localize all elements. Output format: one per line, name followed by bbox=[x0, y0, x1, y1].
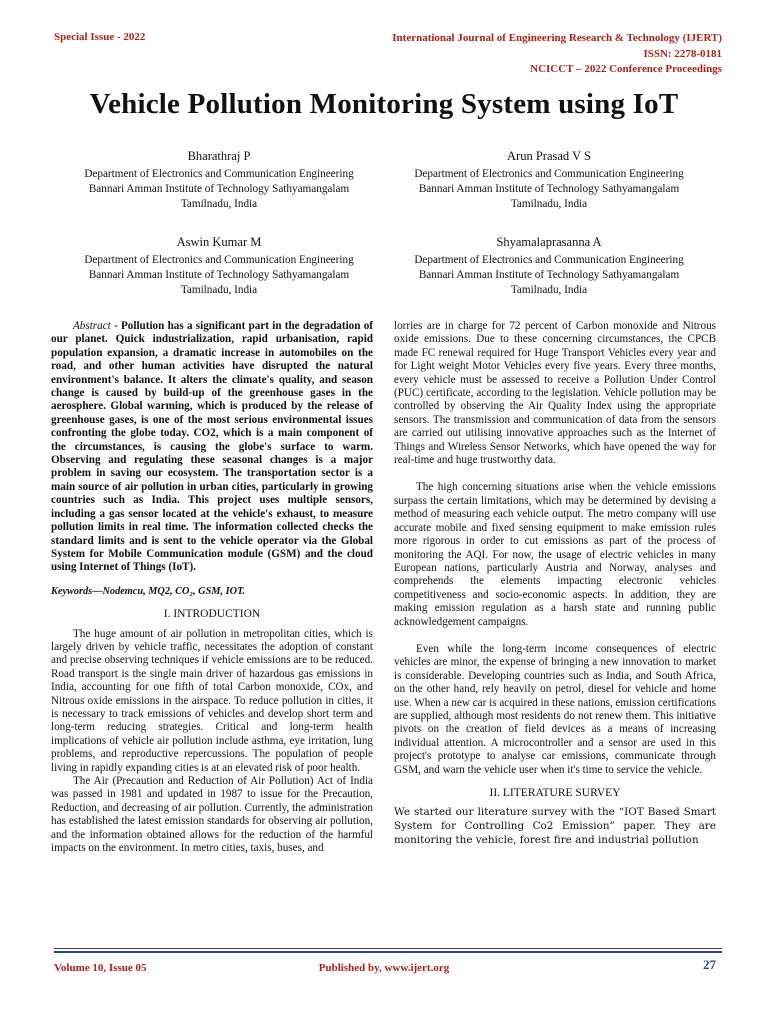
right-column bbox=[394, 320, 716, 847]
footer-rule bbox=[54, 951, 722, 953]
author-institution: Bannari Amman Institute of Technology Sathyamangalam bbox=[88, 183, 350, 195]
author-location: Tamilnadu, India bbox=[510, 284, 588, 296]
author-block bbox=[54, 149, 384, 212]
header-issn: ISSN: 2278-0181 bbox=[643, 47, 722, 60]
keywords: Keywords—Nodemcu, MQ2, CO₂, GSM, IOT. bbox=[51, 585, 246, 597]
author-location: Tamilnadu, India bbox=[510, 198, 588, 210]
author-institution: Bannari Amman Institute of Technology Sathyamangalam bbox=[418, 269, 680, 281]
intro-paragraph: The Air (Precaution and Reduction of Air Pollution) Act of India was passed in 1981 and updated in 1987 to issue for the Precaution, Reduction, and decreasing of air pollution. Currently, the administration has established the latest emission standards for observing air pollution, and the information obtained allows for the reduction of the harmful impacts on the environment. In metro cities, taxis, buses, and bbox=[51, 775, 373, 855]
footer-volume: Volume 10, Issue 05 bbox=[54, 962, 147, 974]
author-location: Tamilnadu, India bbox=[180, 198, 258, 210]
author-institution: Bannari Amman Institute of Technology Sathyamangalam bbox=[418, 183, 680, 195]
body-paragraph: The high concerning situations arise when the vehicle emissions surpass the certain limitations, which may be determined by devising a method of measuring each vehicle output. The metro company will use accurate mobile and fixed sensing equipment to make emission rules more rigorous in order to cut emissions as part of the process of monitoring the AQI. For now, the usage of electric vehicles in many European nations, particularly Austria and Norway, analyses and comprehends the elements impacting electronic vehicles competitiveness and socio-economic aspects. In addition, they are making emission regulation as a harsh state and running public acknowledgement campaigns. bbox=[394, 481, 716, 628]
footer-publisher-link[interactable]: Published by, www.ijert.org bbox=[318, 962, 450, 974]
author-dept: Department of Electronics and Communication Engineering bbox=[84, 254, 354, 266]
header-journal-name: International Journal of Engineering Research & Technology (IJERT) bbox=[392, 32, 722, 44]
author-dept: Department of Electronics and Communication Engineering bbox=[414, 168, 684, 180]
left-column bbox=[51, 320, 373, 855]
author-location: Tamilnadu, India bbox=[180, 284, 258, 296]
header-issue: Special Issue - 2022 bbox=[54, 31, 146, 43]
abstract-lead: Abstract bbox=[73, 320, 111, 332]
author-block bbox=[54, 235, 384, 298]
author-block bbox=[384, 235, 714, 298]
abstract bbox=[51, 320, 373, 575]
header-proceedings: NCICCT – 2022 Conference Proceedings bbox=[530, 63, 722, 75]
author-institution: Bannari Amman Institute of Technology Sathyamangalam bbox=[88, 269, 350, 281]
footer-rule bbox=[54, 948, 722, 949]
author-dept: Department of Electronics and Communication Engineering bbox=[84, 168, 354, 180]
author-block bbox=[384, 149, 714, 212]
author-name: Shyamalaprasanna A bbox=[496, 235, 602, 249]
intro-paragraph: The huge amount of air pollution in metropolitan cities, which is largely driven by vehicle traffic, necessitates the adoption of constant and precise observing techniques if vehicle emissions are to be reduced. Road transport is the single main driver of hazardous gas emissions in India, accounting for one fifth of total Carbon monoxide, COx, and Nitrous oxide emissions in the airspace. To reduce pollution in cities, it is necessary to track emissions of vehicles and develop short term and long-term reducing strategies. Critical and long-term health implications of vehicle air pollution include asthma, eye irritation, lung problems, and reproductive repercussions. The population of people living in rapidly expanding cities is at an elevated risk of poor health. bbox=[51, 627, 373, 774]
page-number: 27 bbox=[703, 957, 716, 972]
author-name: Arun Prasad V S bbox=[507, 149, 591, 163]
section-heading-literature-survey: II. LITERATURE SURVEY bbox=[489, 787, 621, 799]
abstract-body: - Pollution has a significant part in the degradation of our planet. Quick industrialization, rapid urbanisation, rapid population expansion, a dramatic increase in automobiles on the road, and other human activities have disrupted the natural environment's balance. It alters the climate's quality, and season change is caused by build-up of the greenhouse gases in the aerosphere. Global warming, which is produced by the release of greenhouse gases, is one of the most serious environmental issues confronting the globe today. CO2, which is a main component of the circumstances, is causing the globe's surface to warm. Observing and regulating these seasonal changes is a major problem in saving our ecosystem. The transportation sector is a main source of air pollution in urban cities, particularly in growing countries such as India. This project uses multiple sensors, including a gas sensor located at the vehicle's exhaust, to measure pollution limits in real time. The information collected checks the standard limits and is sent to the vehicle operator via the Global System for Mobile Communication module (GSM) and the cloud using Internet of Things (IoT). bbox=[51, 320, 373, 574]
literature-paragraph: We started our literature survey with the “IOT Based Smart System for Controlling Co2 Emission” paper. They are monitoring the vehicle, forest fire and industrial pollution bbox=[394, 806, 716, 846]
author-name: Aswin Kumar M bbox=[176, 235, 262, 249]
body-paragraph: lorries are in charge for 72 percent of Carbon monoxide and Nitrous oxide emissions. Due to these concerning circumstances, the CPCB made FC renewal required for Huge Transport Vehicles every year and for Light weight Motor Vehicles every five years. Every three months, every vehicle must be assessed to receive a Pollution Under Control (PUC) certificate, according to the legislation. Vehicle pollution may be controlled by observing the Air Quality Index using the appropriate sensors. The transmission and communication of data from the sensors are carried out utilising innovative approaches such as the Internet of Things and Wireless Sensor Networks, which have opened the way for real-time and huge trustworthy data. bbox=[394, 320, 716, 467]
body-paragraph: Even while the long-term income consequences of electric vehicles are minor, the expense of bringing a new innovation to market is considerable. Developing countries such as India, and South Africa, on the other hand, rely heavily on petrol, diesel for vehicle and home use. When a new car is acquired in these nations, emission certifications are supplied, although most residents do not renew them. This initiative pivots on the creation of field devices as a means of increasing individual attention. A microcontroller and a sensor are used in this project's prototype to analyse car emissions, communicate through GSM, and warn the vehicle user when it's time to service the vehicle. bbox=[394, 642, 716, 776]
author-dept: Department of Electronics and Communication Engineering bbox=[414, 254, 684, 266]
section-heading-introduction: I. INTRODUCTION bbox=[163, 608, 261, 621]
paper-title: Vehicle Pollution Monitoring System using IoT bbox=[89, 88, 679, 120]
header-journal-info bbox=[392, 31, 722, 78]
author-name: Bharathraj P bbox=[187, 149, 251, 163]
